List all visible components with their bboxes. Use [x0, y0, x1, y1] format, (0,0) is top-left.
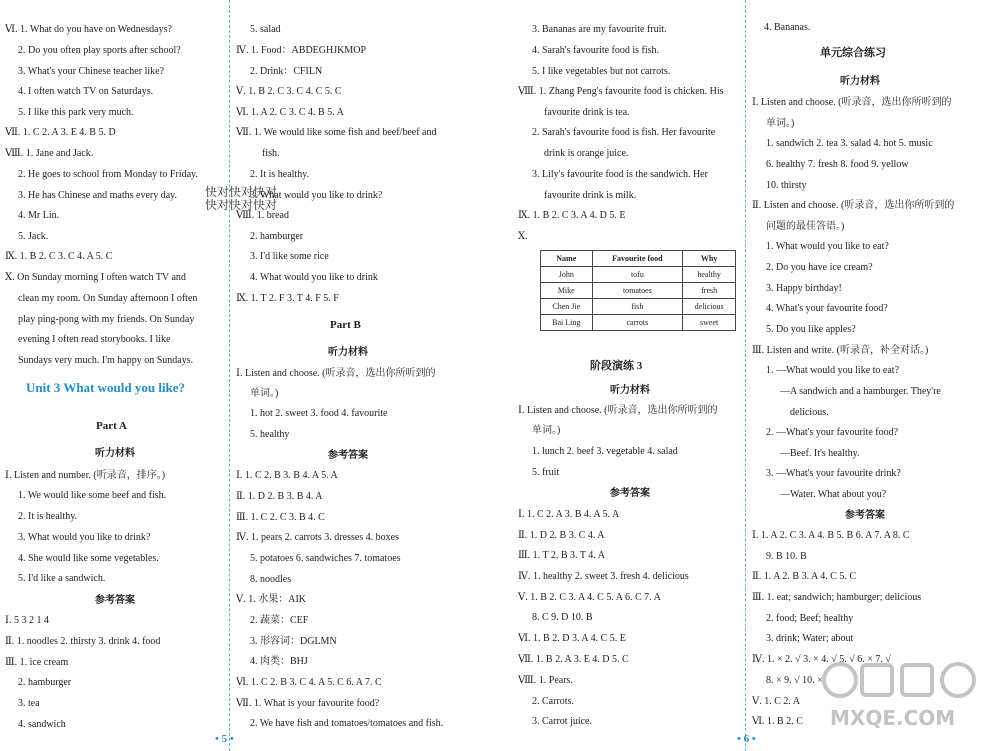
text-line: Ⅹ. On Sunday morning I often watch TV and [5, 272, 186, 283]
page-number: 6 [743, 733, 750, 745]
text-line: 3. Happy birthday! [766, 283, 842, 294]
table-row [541, 283, 736, 299]
text-line: 2. Sarah's favourite food is fish. Her favourite [532, 127, 716, 138]
table-row [541, 299, 736, 315]
text-line: 4. Bananas. [764, 22, 811, 33]
text-line: 问题的最佳答语。) [766, 221, 845, 232]
text-line: 2. Do you often play sports after school? [18, 45, 181, 56]
text-line: delicious. [790, 407, 829, 418]
text-line: Ⅰ. 1. C 2. A 3. B 4. A 5. A [518, 509, 620, 520]
text-line: Ⅸ. 1. B 2. C 3. C 4. A 5. C [5, 251, 113, 262]
text-line: 参考答案 [328, 450, 368, 461]
svg-text:MXQE.COM: MXQE.COM [830, 706, 956, 730]
table-cell: healthy [683, 267, 736, 283]
part-b-heading: Part B [330, 319, 361, 331]
text-line: Ⅷ. 1. bread [236, 210, 289, 221]
text-line: 5. Do you like apples? [766, 324, 856, 335]
favourite-food-table [540, 250, 736, 331]
text-line: Ⅳ. 1. pears 2. carrots 3. dresses 4. boxes [236, 532, 400, 543]
text-line: 1. sandwich 2. tea 3. salad 4. hot 5. music [766, 138, 933, 149]
text-line: Ⅶ. 1. We would like some fish and beef/beef and [236, 127, 437, 138]
text-line: Ⅶ. 1. B 2. A 3. E 4. D 5. C [518, 654, 629, 665]
text-line: Ⅸ. 1. B 2. C 3. A 4. D 5. E [518, 210, 626, 221]
text-line: 2. Drink：CFILN [250, 66, 323, 77]
text-line: 参考答案 [610, 488, 650, 499]
text-line: 2. It is healthy. [250, 169, 310, 180]
text-line: favourite drink is milk. [544, 190, 637, 201]
text-line: Ⅰ. 1. A 2. C 3. A 4. B 5. B 6. A 7. A 8. C [752, 530, 910, 541]
table-row [541, 315, 736, 331]
text-line: 3. drink; Water; about [766, 633, 854, 644]
table-cell: fresh [683, 283, 736, 299]
table-header-cell: Name [541, 251, 593, 267]
text-line: 3. Lily's favourite food is the sandwich. Her [532, 169, 708, 180]
text-line: Ⅰ. 5 3 2 1 4 [5, 615, 49, 626]
text-line: 1. —What would you like to eat? [766, 365, 900, 376]
column-divider [745, 0, 746, 751]
text-line: Ⅷ. 1. Zhang Peng's favourite food is chicken. His [518, 86, 724, 97]
text-line: 5. fruit [532, 467, 560, 478]
text-line: 1. What would you like to eat? [766, 241, 889, 252]
text-line: Ⅰ. Listen and choose. (听录音，选出你所听到的 [236, 368, 436, 379]
table-body [541, 267, 736, 331]
text-line: 4. What would you like to drink [250, 272, 378, 283]
text-line: Ⅴ. 1. B 2. C 3. C 4. C 5. C [236, 86, 342, 97]
table-cell: sweet [683, 315, 736, 331]
text-line: 1. lunch 2. beef 3. vegetable 4. salad [532, 446, 678, 457]
text-line: Ⅵ. 1. B 2. C [752, 716, 803, 727]
text-line: Ⅲ. 1. T 2. B 3. T 4. A [518, 550, 605, 561]
page-number-right: • 6 • [737, 733, 756, 745]
text-line: clean my room. On Sunday afternoon I often [18, 293, 198, 304]
text-line: 3. I'd like some rice [250, 251, 329, 262]
text-line: 3. 形容词：DGLMN [250, 636, 337, 647]
text-line: Ⅶ. 1. What is your favourite food? [236, 698, 380, 709]
column-divider [229, 0, 230, 751]
table-cell: John [541, 267, 593, 283]
text-line: Ⅱ. 1. D 2. B 3. C 4. A [518, 530, 605, 541]
text-line: 5. I like vegetables but not carrots. [532, 66, 671, 77]
text-line: 单词。) [532, 425, 561, 436]
table-header-cell: Favourite food [592, 251, 683, 267]
text-line: 2. hamburger [18, 677, 72, 688]
text-line: 2. It is healthy. [18, 511, 78, 522]
text-line: Ⅲ. 1. eat; sandwich; hamburger; delicious [752, 592, 922, 603]
part-a-heading: Part A [96, 420, 127, 432]
table-cell: Mike [541, 283, 593, 299]
text-line: 听力材料 [95, 448, 135, 459]
watermark-text [205, 186, 277, 212]
table-cell: Chen Jie [541, 299, 593, 315]
text-line: Ⅳ. 1. Food：ABDEGHJKMOP [236, 45, 367, 56]
text-line: 3. What's your Chinese teacher like? [18, 66, 165, 77]
text-line: Ⅹ. [518, 231, 528, 242]
table-cell: carrots [592, 315, 683, 331]
watermark-line: 快对快对快对 [205, 198, 278, 212]
text-line: Ⅳ. 1. healthy 2. sweet 3. fresh 4. delicious [518, 571, 689, 582]
table-row [541, 267, 736, 283]
text-line: Ⅷ. 1. Pears. [518, 675, 573, 686]
text-line: Ⅲ. 1. C 2. C 3. B 4. C [236, 512, 325, 523]
text-line: 8. × 9. √ 10. × [766, 675, 823, 686]
text-line: Ⅵ. 1. What do you have on Wednesdays? [5, 24, 172, 35]
watermark-line: 快对快对快对 [205, 185, 278, 199]
text-line: 6. healthy 7. fresh 8. food 9. yellow [766, 159, 909, 170]
text-line: 1. hot 2. sweet 3. food 4. favourite [250, 408, 388, 419]
text-line: —Beef. It's healthy. [780, 448, 860, 459]
page-number-left: • 5 • [215, 733, 234, 745]
text-line: 4. Mr Lin. [18, 210, 60, 221]
text-line: 10. thirsty [766, 180, 807, 191]
text-line: Ⅷ. 1. Jane and Jack. [5, 148, 94, 159]
text-line: drink is orange juice. [544, 148, 629, 159]
text-line: 8. noodles [250, 574, 292, 585]
unit-review-title: 单元综合练习 [820, 47, 886, 59]
text-line: 参考答案 [95, 595, 135, 606]
text-line: 单词。) [766, 118, 795, 129]
text-line: 4. I often watch TV on Saturdays. [18, 86, 154, 97]
text-line: 2. Carrots. [532, 696, 574, 707]
text-line: Ⅰ. Listen and number. (听录音，排序。) [5, 470, 166, 481]
text-line: 5. salad [250, 24, 281, 35]
page-number: 5 [221, 733, 228, 745]
table-cell: tomatoes [592, 283, 683, 299]
text-line: Sundays very much. I'm happy on Sundays. [18, 355, 194, 366]
text-line: 8. C 9. D 10. B [532, 612, 593, 623]
text-line: fish. [262, 148, 280, 159]
text-line: Ⅴ. 1. B 2. C 3. A 4. C 5. A 6. C 7. A [518, 592, 661, 603]
unit-title: Unit 3 What would you like? [26, 380, 186, 395]
text-line: 2. hamburger [250, 231, 304, 242]
text-line: 2. food; Beef; healthy [766, 613, 854, 624]
text-line: 9. B 10. B [766, 551, 807, 562]
text-line: Ⅴ. 1. C 2. A [752, 696, 801, 707]
text-line: Ⅱ. 1. noodles 2. thirsty 3. drink 4. food [5, 636, 161, 647]
text-line: Ⅰ. Listen and choose. (听录音，选出你所听到的 [518, 405, 718, 416]
text-line: 2. —What's your favourite food? [766, 427, 899, 438]
table-cell: Bai Ling [541, 315, 593, 331]
text-line: 5. Jack. [18, 231, 49, 242]
text-line: Ⅶ. 1. C 2. A 3. E 4. B 5. D [5, 127, 116, 138]
text-line: favourite drink is tea. [544, 107, 630, 118]
text-line: 4. Sarah's favourite food is fish. [532, 45, 660, 56]
text-line: Ⅴ. 1. 水果：AIK [236, 594, 306, 605]
text-line: 4. She would like some vegetables. [18, 553, 159, 564]
text-line: 3. —What's your favourite drink? [766, 468, 901, 479]
text-line: 1. We would like some beef and fish. [18, 490, 167, 501]
text-line: 5. potatoes 6. sandwiches 7. tomatoes [250, 553, 401, 564]
text-line: 5. healthy [250, 429, 290, 440]
text-line: Ⅵ. 1. A 2. C 3. C 4. B 5. A [236, 107, 344, 118]
table-cell: delicious [683, 299, 736, 315]
text-line: 4. What's your favourite food? [766, 303, 888, 314]
watermark-logo-icon [820, 655, 990, 735]
stage-practice-title: 阶段演练 3 [590, 360, 643, 372]
text-line: 2. We have fish and tomatoes/tomatoes and fish. [250, 718, 444, 729]
text-line: Ⅲ. Listen and write. (听录音，补全对话。) [752, 345, 929, 356]
table-header-cell: Why [683, 251, 736, 267]
text-line: 5. I'd like a sandwich. [18, 573, 106, 584]
text-line: Ⅱ. Listen and choose. (听录音，选出你所听到的 [752, 200, 955, 211]
text-line: 2. 蔬菜：CEF [250, 615, 309, 626]
text-line: 听力材料 [610, 385, 650, 396]
text-line: 参考答案 [845, 510, 885, 521]
text-line: 3. He has Chinese and maths every day. [18, 190, 178, 201]
text-line: 单词。) [250, 388, 279, 399]
table-cell: fish [592, 299, 683, 315]
text-line: Ⅵ. 1. B 2. D 3. A 4. C 5. E [518, 633, 626, 644]
text-line: Ⅱ. 1. D 2. B 3. B 4. A [236, 491, 323, 502]
text-line: 4. sandwich [18, 719, 66, 730]
text-line: 2. He goes to school from Monday to Friday. [18, 169, 198, 180]
text-line: 3. Carrot juice. [532, 716, 592, 727]
text-line: Ⅰ. Listen and choose. (听录音，选出你所听到的 [752, 97, 952, 108]
text-line: 3. tea [18, 698, 40, 709]
text-line: 听力材料 [840, 76, 880, 87]
text-line: evening I often read storybooks. I like [18, 334, 171, 345]
text-line: 3. What would you like to drink? [18, 532, 151, 543]
text-line: —A sandwich and a hamburger. They're [780, 386, 941, 397]
table-header-row [541, 251, 736, 267]
text-line: Ⅱ. 1. A 2. B 3. A 4. C 5. C [752, 571, 857, 582]
text-line: Ⅰ. 1. C 2. B 3. B 4. A 5. A [236, 470, 338, 481]
table-cell: tofu [592, 267, 683, 283]
text-line: Ⅸ. 1. T 2. F 3. T 4. F 5. F [236, 293, 339, 304]
text-line: 5. I like this park very much. [18, 107, 134, 118]
text-line: Ⅵ. 1. C 2. B 3. C 4. A 5. C 6. A 7. C [236, 677, 382, 688]
text-line: 2. Do you have ice cream? [766, 262, 873, 273]
text-line: 4. 肉类：BHJ [250, 656, 308, 667]
text-line: Ⅳ. 1. × 2. √ 3. × 4. √ 5. √ 6. × 7. √ [752, 654, 891, 665]
text-line: 3. Bananas are my favourite fruit. [532, 24, 667, 35]
text-line: 听力材料 [328, 347, 368, 358]
text-line: Ⅲ. 1. ice cream [5, 657, 69, 668]
text-line: —Water. What about you? [780, 489, 887, 500]
text-line: play ping-pong with my friends. On Sunday [18, 314, 195, 325]
text-line: 3. What would you like to drink? [250, 190, 383, 201]
